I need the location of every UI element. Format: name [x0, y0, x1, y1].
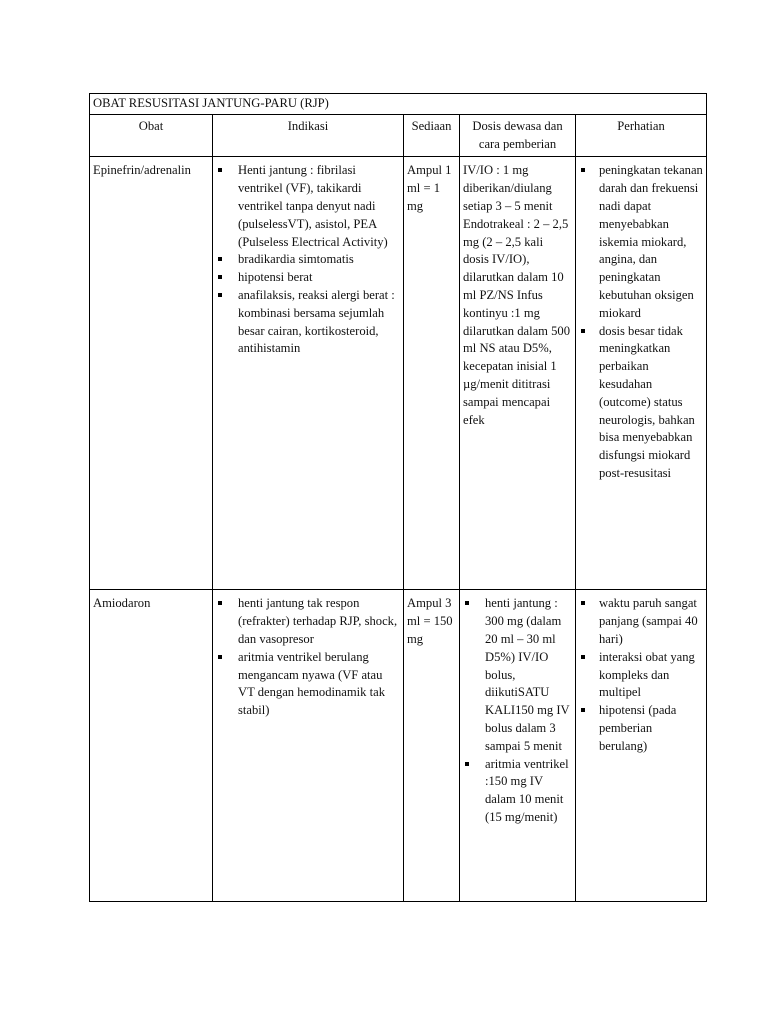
table-title: OBAT RESUSITASI JANTUNG-PARU (RJP) [90, 94, 707, 115]
cell-obat: Amiodaron [90, 590, 213, 902]
list-item: interaksi obat yang kompleks dan multipel [579, 649, 703, 702]
list-item: bradikardia simtomatis [216, 251, 400, 269]
cell-perhatian [576, 157, 707, 590]
list-item: henti jantung tak respon (refrakter) terhadap RJP, shock, dan vasopresor [216, 595, 400, 648]
list-item: aritmia ventrikel berulang mengancam nyawa (VF atau VT dengan hemodinamik tak stabil) [216, 649, 400, 720]
list-item: anafilaksis, reaksi alergi berat : kombinasi bersama sejumlah besar cairan, kortikosteroid, antihistamin [216, 287, 400, 358]
header-perhatian: Perhatian [576, 114, 707, 157]
list-item: henti jantung : 300 mg (dalam 20 ml – 30 ml D5%) IV/IO bolus, diikutiSATU KALI150 mg IV bolus dalam 3 sampai 5 menit [463, 595, 572, 755]
list-item: hipotensi (pada pemberian berulang) [579, 702, 703, 755]
cell-indikasi [213, 157, 404, 590]
list-item: waktu paruh sangat panjang (sampai 40 hari) [579, 595, 703, 648]
cell-obat: Epinefrin/adrenalin [90, 157, 213, 590]
cell-dosis: IV/IO : 1 mg diberikan/diulang setiap 3 – 5 menit Endotrakeal : 2 – 2,5 mg (2 – 2,5 kali dosis IV/IO), dilarutkan dalam 10 ml PZ/NS Infus kontinyu :1 mg dilarutkan dalam 500 ml NS atau D5%, kecepatan inisial 1 µg/menit dititrasi sampai mencapai efek [460, 157, 576, 590]
cell-perhatian [576, 590, 707, 902]
header-sediaan: Sediaan [404, 114, 460, 157]
table-row [90, 157, 707, 590]
table-header-row [90, 114, 707, 157]
header-obat: Obat [90, 114, 213, 157]
cell-indikasi [213, 590, 404, 902]
drug-table [89, 93, 707, 902]
list-item: Henti jantung : fibrilasi ventrikel (VF), takikardi ventrikel tanpa denyut nadi (pulselessVT), asistol, PEA (Pulseless Electrical Activity) [216, 162, 400, 251]
list-item: aritmia ventrikel :150 mg IV dalam 10 menit (15 mg/menit) [463, 756, 572, 827]
header-dosis: Dosis dewasa dan cara pemberian [460, 114, 576, 157]
list-item: peningkatan tekanan darah dan frekuensi nadi dapat menyebabkan iskemia miokard, angina, dan peningkatan kebutuhan oksigen miokard [579, 162, 703, 322]
cell-dosis [460, 590, 576, 902]
header-indikasi: Indikasi [213, 114, 404, 157]
list-item: hipotensi berat [216, 269, 400, 287]
list-item: dosis besar tidak meningkatkan perbaikan kesudahan (outcome) status neurologis, bahkan bisa menyebabkan disfungsi miokard post-resusitasi [579, 323, 703, 483]
cell-sediaan: Ampul 1 ml = 1 mg [404, 157, 460, 590]
table-row [90, 590, 707, 902]
cell-sediaan: Ampul 3 ml = 150 mg [404, 590, 460, 902]
